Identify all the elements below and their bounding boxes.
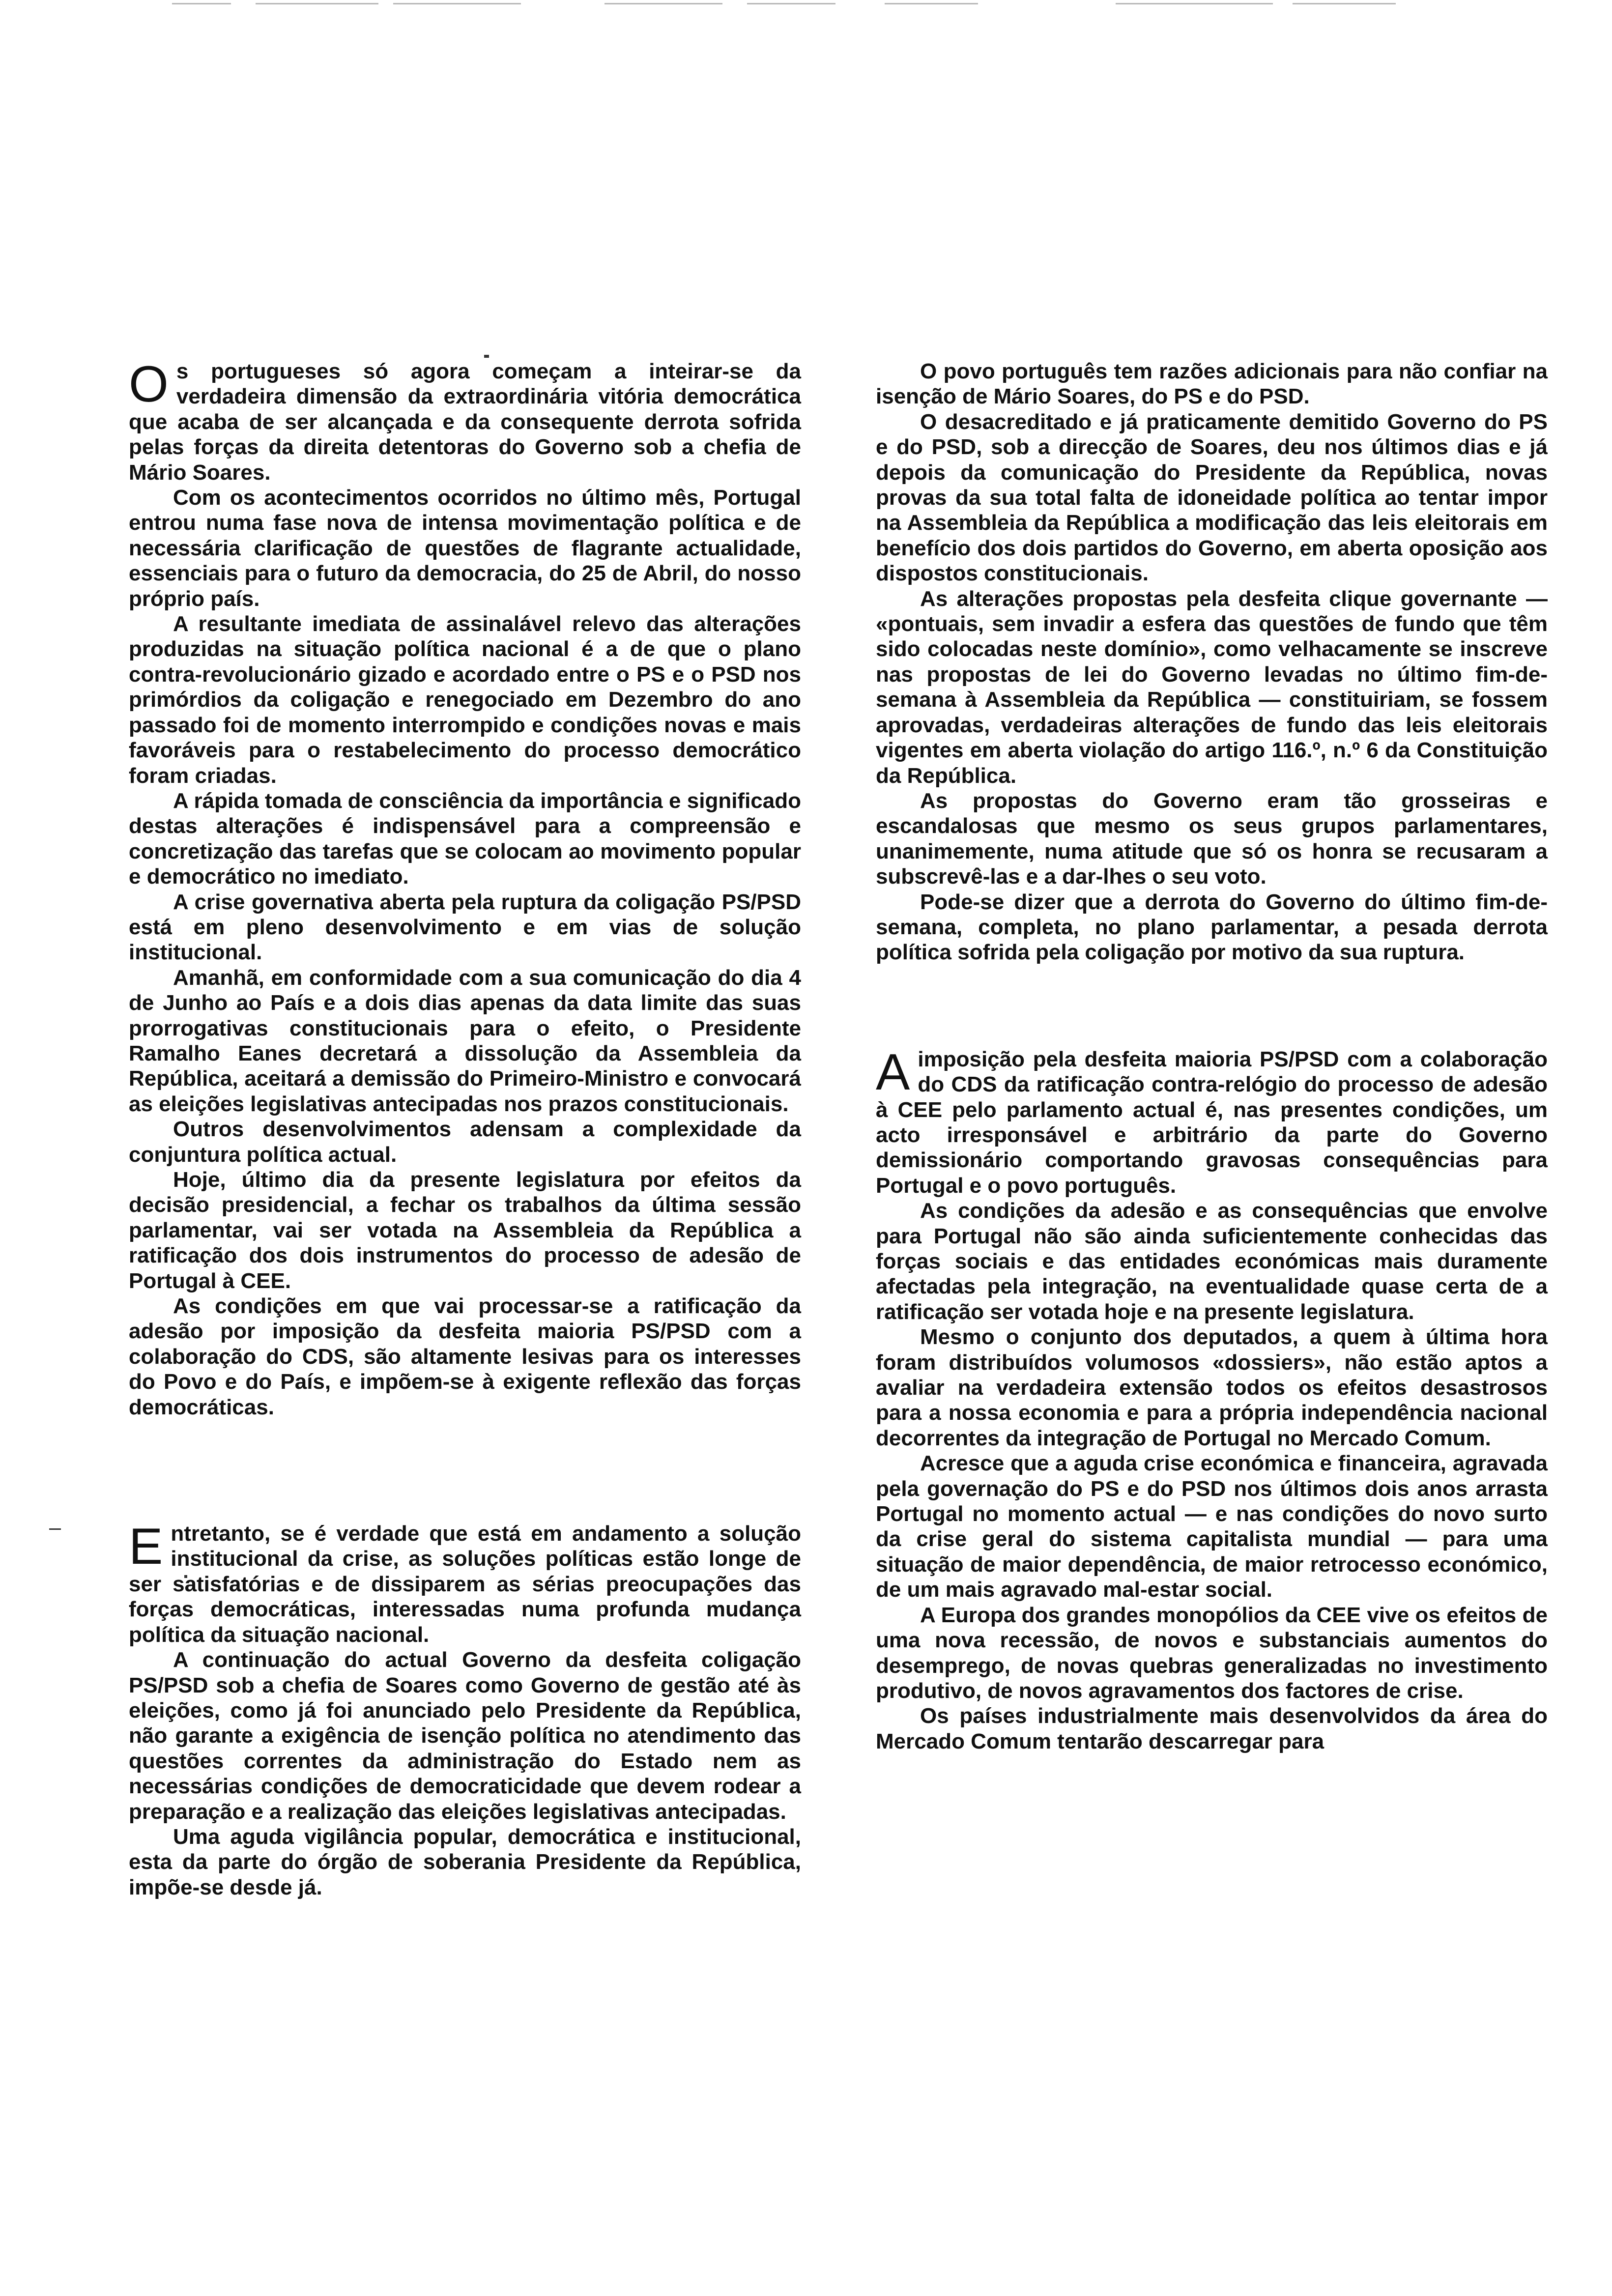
article-paragraph: O povo português tem razões adicionais para não confiar na isenção de Mário Soares, do PS e do PSD. — [876, 359, 1548, 409]
scan-artifact-line — [1116, 3, 1273, 4]
article-paragraph: A resultante imediata de assinalável relevo das alterações produzidas na situação política nacional é a de que o plano contra-revolucionário gizado e acordado entre o PS e o PSD nos primórdios da coligação e renegociado em Dezembro do ano passado foi de momento interrompido e condições novas e mais favoráveis para o restabelecimento do processo democrático foram criadas. — [129, 612, 801, 788]
article-paragraph: Amanhã, em conformidade com a sua comunicação do dia 4 de Junho ao País e a dois dias apenas da data limite das suas prorrogativas constitucionais para o efeito, o Presidente Ramalho Eanes decretará a dissolução da Assembleia da República, aceitará a demissão do Primeiro-Ministro e convocará as eleições legislativas antecipadas nos prazos constitucionais. — [129, 965, 801, 1116]
article-paragraph: A continuação do actual Governo da desfeita coligação PS/PSD sob a chefia de Soares como Governo de gestão até às eleições, como já foi anunciado pelo Presidente da República, não garante a exigência de isenção política no atendimento das questões correntes da administração do Estado nem as necessárias condições de democraticidade que devem rodear a preparação e a realização das eleições legislativas antecipadas. — [129, 1648, 801, 1824]
section-gap — [129, 1420, 801, 1521]
article-paragraph: As alterações propostas pela desfeita clique governante — «pontuais, sem invadir a esfera das questões de fundo que têm sido colocadas neste domínio», como velhacamente se inscreve nas propostas de lei do Governo levadas no último fim-de-semana à Assembleia da República — constituiriam, se fossem aprovadas, verdadeiras alterações de fundo das leis eleitorais vigentes em aberta violação do artigo 116.º, n.º 6 da Constituição da República. — [876, 586, 1548, 788]
scan-artifact-line — [256, 3, 378, 4]
article-paragraph: Uma aguda vigilância popular, democrática e institucional, esta da parte do órgão de soberania Presidente da República, impõe-se desde já. — [129, 1824, 801, 1899]
article-paragraph: Entretanto, se é verdade que está em andamento a solução institucional da crise, as soluções políticas estão longe de ser satisfatórias e de dissiparem as sérias preocupações das forças democráticas, interessadas numa profunda mudança política da situação nacional. — [129, 1518, 801, 1647]
scan-speck — [49, 1528, 61, 1530]
section-gap — [876, 965, 1548, 1047]
article-paragraph: O desacreditado e já praticamente demitido Governo do PS e do PSD, sob a direcção de Soares, deu nos últimos dias e já depois da comunicação do Presidente da República, novas provas da sua total falta de idoneidade política ao tentar impor na Assembleia da República a modificação das leis eleitorais em benefício dos dois partidos do Governo, em aberta oposição aos dispostos constitucionais. — [876, 409, 1548, 586]
article-paragraph: As condições em que vai processar-se a ratificação da adesão por imposição da desfeita maioria PS/PSD com a colaboração do CDS, são altamente lesivas para os interesses do Povo e do País, e impõem-se à exigente reflexão das forças democráticas. — [129, 1294, 801, 1419]
article-paragraph: As propostas do Governo eram tão grosseiras e escandalosas que mesmo os seus grupos parlamentares, unanimemente, numa atitude que só os honra se recusaram a subscrevê-las e a dar-lhes o seu voto. — [876, 788, 1548, 889]
scan-artifact-line — [1293, 3, 1396, 4]
article-paragraph: Os países industrialmente mais desenvolvidos da área do Mercado Comum tentarão descarregar para — [876, 1704, 1548, 1753]
article-paragraph: Outros desenvolvimentos adensam a complexidade da conjuntura política actual. — [129, 1117, 801, 1167]
scan-artifact-line — [747, 3, 835, 4]
article-paragraph: A rápida tomada de consciência da importância e significado destas alterações é indispensável para a compreensão e concretização das tarefas que se colocam ao movimento popular e democrático no imediato. — [129, 788, 801, 889]
article-paragraph: Hoje, último dia da presente legislatura por efeitos da decisão presidencial, a fechar os trabalhos da última sessão parlamentar, vai ser votada na Assembleia da República a ratificação dos dois instrumentos do processo de adesão de Portugal à CEE. — [129, 1168, 801, 1293]
scan-artifact-line — [604, 3, 722, 4]
scan-artifact-line — [885, 3, 978, 4]
article-column-left — [129, 356, 801, 1900]
scan-speck — [484, 355, 489, 358]
article-column-right — [876, 359, 1548, 1754]
article-paragraph: A crise governativa aberta pela ruptura da coligação PS/PSD está em pleno desenvolvimento e em vias de solução institucional. — [129, 890, 801, 965]
article-paragraph: Os portugueses só agora começam a inteirar-se da verdadeira dimensão da extraordinária vitória democrática que acaba de ser alcançada e da consequente derrota sofrida pelas forças da direita detentoras do Governo sob a chefia de Mário Soares. — [129, 356, 801, 485]
article-paragraph: Pode-se dizer que a derrota do Governo do último fim-de-semana, completa, no plano parlamentar, a pesada derrota política sofrida pela coligação por motivo da sua ruptura. — [876, 890, 1548, 965]
article-paragraph: Com os acontecimentos ocorridos no último mês, Portugal entrou numa fase nova de intensa movimentação política e de necessária clarificação de questões de flagrante actualidade, essenciais para o futuro da democracia, do 25 de Abril, do nosso próprio país. — [129, 486, 801, 611]
scan-artifact-line — [172, 3, 231, 4]
article-paragraph: Aimposição pela desfeita maioria PS/PSD com a colaboração do CDS da ratificação contra-relógio do processo de adesão à CEE pelo parlamento actual é, nas presentes condições, um acto irresponsável e arbitrário da parte do Governo demissionário comportando gravosas consequências para Portugal e o povo português. — [876, 1043, 1548, 1198]
article-paragraph: As condições da adesão e as consequências que envolve para Portugal não são ainda suficientemente conhecidas das forças sociais e das entidades económicas mais duramente afectadas pela integração, na eventualidade quase certa de a ratificação ser votada hoje e na presente legislatura. — [876, 1199, 1548, 1324]
scan-artifact-line — [393, 3, 521, 4]
article-paragraph: A Europa dos grandes monopólios da CEE vive os efeitos de uma nova recessão, de novos e substanciais aumentos do desemprego, de novas quebras generalizadas no investimento produtivo, de novos agravamentos dos factores de crise. — [876, 1603, 1548, 1703]
article-paragraph: Mesmo o conjunto dos deputados, a quem à última hora foram distribuídos volumosos «dossiers», não estão aptos a avaliar na verdadeira extensão todos os efeitos desastrosos para a nossa economia e para a própria independência nacional decorrentes da integração de Portugal no Mercado Comum. — [876, 1325, 1548, 1450]
article-paragraph: Acresce que a aguda crise económica e financeira, agravada pela governação do PS e do PSD nos últimos dois anos arrasta Portugal no momento actual — e nas condições do novo surto da crise geral do sistema capitalista mundial — para uma situação de maior dependência, de maior retrocesso económico, de um mais agravado mal-estar social. — [876, 1451, 1548, 1602]
